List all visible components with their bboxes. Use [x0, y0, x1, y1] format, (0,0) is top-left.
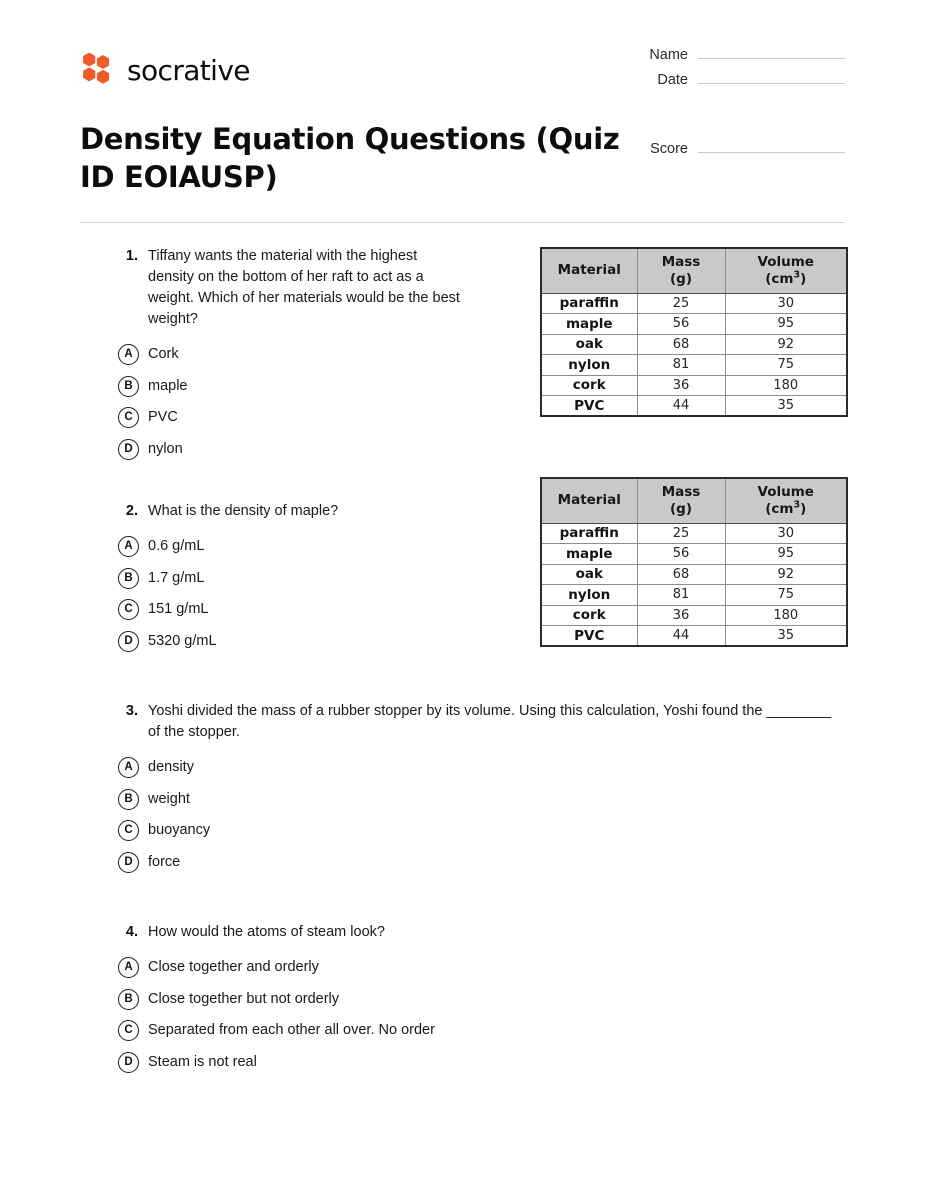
choice-option[interactable]: [118, 402, 460, 434]
volume-header-line2: $(cm^3)$: [765, 499, 807, 517]
choice-bubble[interactable]: C: [118, 820, 139, 841]
table-row: [541, 544, 847, 565]
cell-material: maple: [541, 314, 637, 335]
choice-option[interactable]: [118, 952, 846, 984]
question-text: How would the atoms of steam look?: [148, 924, 385, 940]
table-row: [541, 355, 847, 376]
choice-option[interactable]: [118, 434, 460, 466]
choice-bubble[interactable]: C: [118, 599, 139, 620]
choice-bubble[interactable]: B: [118, 568, 139, 589]
choice-list: [118, 339, 460, 465]
material-density-table: [540, 247, 848, 417]
choice-label: PVC: [148, 409, 178, 426]
cell-material: paraffin: [541, 293, 637, 314]
cell-mass: 44: [637, 626, 725, 647]
cell-volume: 35: [725, 396, 847, 417]
cell-mass: 81: [637, 355, 725, 376]
cell-material: PVC: [541, 396, 637, 417]
table-body: [541, 523, 847, 646]
cell-volume: 75: [725, 585, 847, 606]
name-field-label: Name: [649, 47, 688, 63]
cell-material: nylon: [541, 355, 637, 376]
table-row: [541, 314, 847, 335]
table-row: [541, 396, 847, 417]
choice-label: Close together but not orderly: [148, 990, 340, 1007]
choice-option[interactable]: [118, 339, 460, 371]
column-header-mass: [637, 478, 725, 523]
mass-header-line1: Mass: [661, 483, 701, 500]
cell-volume: 180: [725, 375, 847, 396]
cell-mass: 68: [637, 564, 725, 585]
mass-header-line1: Mass: [661, 253, 701, 270]
date-field-line[interactable]: [698, 69, 845, 84]
cell-mass: 44: [637, 396, 725, 417]
mass-header-line2: (g): [669, 270, 692, 287]
socrative-hexagon-logo-icon: [80, 52, 114, 90]
cell-mass: 68: [637, 334, 725, 355]
question-block: [0, 246, 540, 465]
choice-bubble[interactable]: C: [118, 407, 139, 428]
choice-bubble[interactable]: B: [118, 789, 139, 810]
column-header-material: Material: [541, 248, 637, 293]
choice-bubble[interactable]: A: [118, 344, 139, 365]
cell-material: oak: [541, 564, 637, 585]
score-field-row: [615, 138, 845, 159]
cell-volume: 30: [725, 523, 847, 544]
choice-label: 151 g/mL: [148, 601, 209, 618]
choice-label: 5320 g/mL: [148, 632, 217, 649]
table-row: [541, 334, 847, 355]
mass-header-line2: (g): [669, 500, 692, 517]
choice-label: maple: [148, 377, 188, 394]
table-row: [541, 564, 847, 585]
choice-list: [118, 752, 846, 878]
score-field-line[interactable]: [698, 138, 845, 153]
question-block: [0, 501, 540, 657]
name-field-line[interactable]: [698, 44, 845, 59]
table-row: [541, 605, 847, 626]
choice-bubble[interactable]: B: [118, 376, 139, 397]
column-header-material: Material: [541, 478, 637, 523]
cell-material: cork: [541, 605, 637, 626]
cell-material: PVC: [541, 626, 637, 647]
cell-mass: 81: [637, 585, 725, 606]
question-number: 1.: [125, 248, 138, 264]
choice-label: buoyancy: [148, 822, 211, 839]
date-field-label: Date: [657, 72, 688, 88]
question-text: Yoshi divided the mass of a rubber stopper by its volume. Using this calculation, Yoshi found the ________ of the stopper.: [148, 703, 832, 740]
cell-volume: 92: [725, 334, 847, 355]
choice-bubble[interactable]: C: [118, 1020, 139, 1041]
table-header-row: [541, 248, 847, 293]
question-heading: [120, 922, 846, 943]
volume-header-line2: $(cm^3)$: [765, 269, 807, 287]
choice-option[interactable]: [118, 984, 846, 1016]
choice-option[interactable]: [118, 815, 846, 847]
question-text: Tiffany wants the material with the highest density on the bottom of her raft to act as a weight. Which of her materials would be the best weight?: [148, 248, 460, 327]
choice-bubble[interactable]: D: [118, 852, 139, 873]
choice-option[interactable]: [118, 784, 846, 816]
table-body: [541, 293, 847, 416]
choice-bubble[interactable]: D: [118, 1052, 139, 1073]
choice-option[interactable]: [118, 594, 460, 626]
choice-bubble[interactable]: A: [118, 957, 139, 978]
table-row: [541, 293, 847, 314]
material-density-table: [540, 477, 848, 647]
table-row: [541, 523, 847, 544]
question-block: [0, 922, 926, 1078]
column-header-volume: [725, 248, 847, 293]
choice-label: force: [148, 853, 181, 870]
question-number: 4.: [125, 924, 138, 940]
volume-header-line1: Volume: [757, 253, 814, 270]
column-header-volume: [725, 478, 847, 523]
header-divider: [80, 222, 845, 223]
cell-mass: 36: [637, 605, 725, 626]
cell-material: cork: [541, 375, 637, 396]
choice-label: 0.6 g/mL: [148, 538, 205, 555]
choice-option[interactable]: [118, 1015, 846, 1047]
choice-bubble[interactable]: D: [118, 439, 139, 460]
choice-option[interactable]: [118, 371, 460, 403]
choice-option[interactable]: [118, 1047, 846, 1079]
table-header-row: [541, 478, 847, 523]
choice-option[interactable]: [118, 531, 460, 563]
cell-volume: 180: [725, 605, 847, 626]
brand-name: socrative: [127, 54, 250, 87]
question-number: 3.: [125, 703, 138, 719]
choice-label: Close together and orderly: [148, 959, 319, 976]
choice-bubble[interactable]: A: [118, 536, 139, 557]
cell-mass: 36: [637, 375, 725, 396]
date-field-row: [615, 69, 845, 90]
choice-bubble[interactable]: B: [118, 989, 139, 1010]
choice-option[interactable]: [118, 752, 846, 784]
question-heading: [120, 501, 460, 522]
cell-mass: 56: [637, 544, 725, 565]
choice-label: nylon: [148, 440, 183, 457]
cell-volume: 30: [725, 293, 847, 314]
cell-mass: 56: [637, 314, 725, 335]
question-text: What is the density of maple?: [148, 503, 339, 519]
cell-material: paraffin: [541, 523, 637, 544]
cell-volume: 95: [725, 544, 847, 565]
cell-volume: 75: [725, 355, 847, 376]
cell-volume: 95: [725, 314, 847, 335]
name-field-row: [615, 44, 845, 65]
cell-mass: 25: [637, 523, 725, 544]
choice-label: density: [148, 759, 194, 776]
choice-option[interactable]: [118, 626, 460, 658]
question-number: 2.: [125, 503, 138, 519]
question-block: [0, 701, 926, 878]
choice-list: [118, 952, 846, 1078]
brand: [80, 52, 250, 90]
column-header-mass: [637, 248, 725, 293]
question-heading: [120, 701, 846, 743]
page-title: Density Equation Questions (Quiz ID EOIAUSP): [80, 122, 620, 194]
student-meta-fields: [615, 44, 845, 159]
volume-header-line1: Volume: [757, 483, 814, 500]
question-heading: [120, 246, 460, 330]
choice-option[interactable]: [118, 563, 460, 595]
cell-volume: 92: [725, 564, 847, 585]
choice-label: Cork: [148, 346, 179, 363]
cell-material: maple: [541, 544, 637, 565]
cell-material: nylon: [541, 585, 637, 606]
choice-label: Separated from each other all over. No order: [148, 1022, 435, 1039]
choice-label: weight: [148, 790, 190, 807]
choice-list: [118, 531, 460, 657]
choice-bubble[interactable]: D: [118, 631, 139, 652]
table-row: [541, 585, 847, 606]
score-field-label: Score: [650, 141, 688, 157]
choice-label: Steam is not real: [148, 1053, 257, 1070]
table-row: [541, 375, 847, 396]
cell-material: oak: [541, 334, 637, 355]
table-row: [541, 626, 847, 647]
cell-volume: 35: [725, 626, 847, 647]
choice-label: 1.7 g/mL: [148, 569, 205, 586]
choice-option[interactable]: [118, 847, 846, 879]
cell-mass: 25: [637, 293, 725, 314]
choice-bubble[interactable]: A: [118, 757, 139, 778]
